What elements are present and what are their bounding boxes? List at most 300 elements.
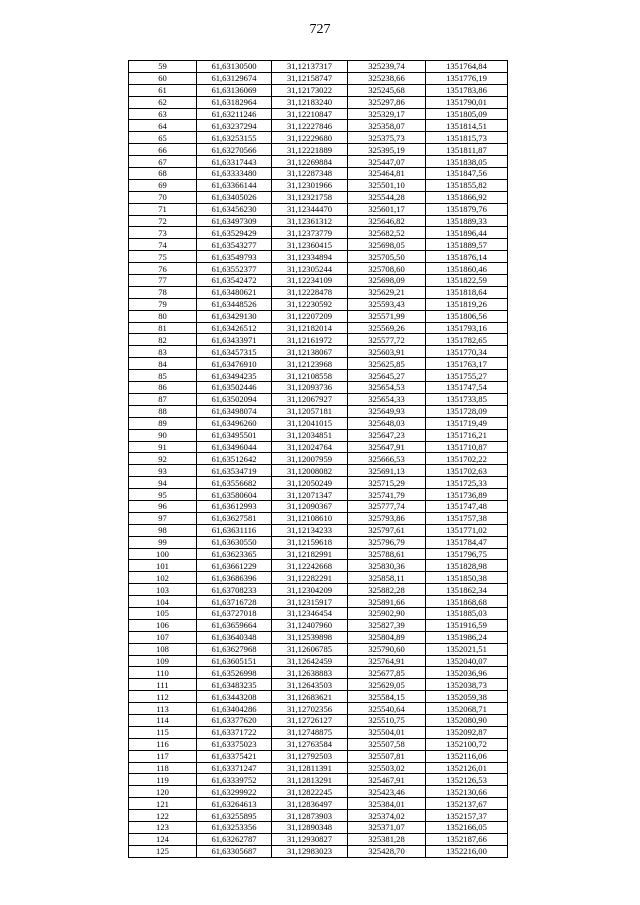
y-coordinate-cell: 1352092,87 — [426, 726, 508, 738]
y-coordinate-cell: 1351814,51 — [426, 120, 508, 132]
x-coordinate-cell: 325503,02 — [348, 762, 426, 774]
x-coordinate-cell: 325645,27 — [348, 370, 426, 382]
x-coordinate-cell: 325510,75 — [348, 714, 426, 726]
x-coordinate-cell: 325501,10 — [348, 179, 426, 191]
table-row — [129, 738, 508, 750]
y-coordinate-cell: 1351815,73 — [426, 132, 508, 144]
longitude-cell: 31,12182991 — [272, 548, 348, 560]
y-coordinate-cell: 1352080,90 — [426, 714, 508, 726]
y-coordinate-cell: 1351702,22 — [426, 453, 508, 465]
table-row — [129, 382, 508, 394]
table-row — [129, 61, 508, 73]
y-coordinate-cell: 1352126,53 — [426, 774, 508, 786]
longitude-cell: 31,12315917 — [272, 596, 348, 608]
point-number-cell: 60 — [129, 72, 197, 84]
latitude-cell: 61,63448526 — [197, 298, 272, 310]
table-row — [129, 322, 508, 334]
latitude-cell: 61,63255895 — [197, 810, 272, 822]
point-number-cell: 80 — [129, 310, 197, 322]
y-coordinate-cell: 1351850,38 — [426, 572, 508, 584]
point-number-cell: 69 — [129, 179, 197, 191]
latitude-cell: 61,63366144 — [197, 179, 272, 191]
y-coordinate-cell: 1351805,09 — [426, 108, 508, 120]
longitude-cell: 31,12836497 — [272, 798, 348, 810]
longitude-cell: 31,12108610 — [272, 512, 348, 524]
x-coordinate-cell: 325601,17 — [348, 203, 426, 215]
latitude-cell: 61,63483235 — [197, 679, 272, 691]
latitude-cell: 61,63480621 — [197, 286, 272, 298]
longitude-cell: 31,12138067 — [272, 346, 348, 358]
table-row — [129, 108, 508, 120]
x-coordinate-cell: 325395,19 — [348, 144, 426, 156]
table-row — [129, 370, 508, 382]
y-coordinate-cell: 1351776,19 — [426, 72, 508, 84]
longitude-cell: 31,12930827 — [272, 833, 348, 845]
x-coordinate-cell: 325858,11 — [348, 572, 426, 584]
latitude-cell: 61,63552377 — [197, 263, 272, 275]
latitude-cell: 61,63305687 — [197, 845, 272, 857]
x-coordinate-cell: 325467,91 — [348, 774, 426, 786]
point-number-cell: 112 — [129, 691, 197, 703]
longitude-cell: 31,12702356 — [272, 703, 348, 715]
table-row — [129, 560, 508, 572]
longitude-cell: 31,12159618 — [272, 536, 348, 548]
latitude-cell: 61,63549793 — [197, 251, 272, 263]
y-coordinate-cell: 1352157,37 — [426, 810, 508, 822]
longitude-cell: 31,12282291 — [272, 572, 348, 584]
y-coordinate-cell: 1352068,71 — [426, 703, 508, 715]
table-row — [129, 536, 508, 548]
y-coordinate-cell: 1352040,07 — [426, 655, 508, 667]
table-row — [129, 393, 508, 405]
longitude-cell: 31,12360415 — [272, 239, 348, 251]
table-row — [129, 548, 508, 560]
table-row — [129, 239, 508, 251]
x-coordinate-cell: 325584,15 — [348, 691, 426, 703]
y-coordinate-cell: 1351818,64 — [426, 286, 508, 298]
point-number-cell: 84 — [129, 358, 197, 370]
y-coordinate-cell: 1351916,59 — [426, 619, 508, 631]
y-coordinate-cell: 1351757,38 — [426, 512, 508, 524]
longitude-cell: 31,12983023 — [272, 845, 348, 857]
x-coordinate-cell: 325569,26 — [348, 322, 426, 334]
table-row — [129, 84, 508, 96]
y-coordinate-cell: 1351879,76 — [426, 203, 508, 215]
table-row — [129, 72, 508, 84]
x-coordinate-cell: 325698,05 — [348, 239, 426, 251]
y-coordinate-cell: 1351838,05 — [426, 156, 508, 168]
table-row — [129, 453, 508, 465]
latitude-cell: 61,63612993 — [197, 500, 272, 512]
x-coordinate-cell: 325603,91 — [348, 346, 426, 358]
latitude-cell: 61,63136069 — [197, 84, 272, 96]
longitude-cell: 31,12221889 — [272, 144, 348, 156]
x-coordinate-cell: 325544,28 — [348, 191, 426, 203]
latitude-cell: 61,63542472 — [197, 275, 272, 287]
y-coordinate-cell: 1352038,73 — [426, 679, 508, 691]
longitude-cell: 31,12606785 — [272, 643, 348, 655]
latitude-cell: 61,63299922 — [197, 786, 272, 798]
longitude-cell: 31,12158747 — [272, 72, 348, 84]
table-row — [129, 120, 508, 132]
longitude-cell: 31,12134233 — [272, 524, 348, 536]
x-coordinate-cell: 325891,66 — [348, 596, 426, 608]
x-coordinate-cell: 325764,91 — [348, 655, 426, 667]
latitude-cell: 61,63512642 — [197, 453, 272, 465]
table-row — [129, 334, 508, 346]
latitude-cell: 61,63727018 — [197, 607, 272, 619]
point-number-cell: 74 — [129, 239, 197, 251]
x-coordinate-cell: 325777,74 — [348, 500, 426, 512]
point-number-cell: 119 — [129, 774, 197, 786]
latitude-cell: 61,63426512 — [197, 322, 272, 334]
longitude-cell: 31,12071347 — [272, 489, 348, 501]
latitude-cell: 61,63627968 — [197, 643, 272, 655]
point-number-cell: 78 — [129, 286, 197, 298]
point-number-cell: 125 — [129, 845, 197, 857]
coordinates-table-body — [129, 61, 508, 858]
table-row — [129, 191, 508, 203]
x-coordinate-cell: 325381,28 — [348, 833, 426, 845]
point-number-cell: 90 — [129, 429, 197, 441]
latitude-cell: 61,63129674 — [197, 72, 272, 84]
point-number-cell: 86 — [129, 382, 197, 394]
latitude-cell: 61,63443208 — [197, 691, 272, 703]
y-coordinate-cell: 1351784,47 — [426, 536, 508, 548]
y-coordinate-cell: 1351862,34 — [426, 584, 508, 596]
latitude-cell: 61,63623365 — [197, 548, 272, 560]
table-row — [129, 310, 508, 322]
x-coordinate-cell: 325329,17 — [348, 108, 426, 120]
y-coordinate-cell: 1351847,56 — [426, 168, 508, 180]
point-number-cell: 61 — [129, 84, 197, 96]
latitude-cell: 61,63317443 — [197, 156, 272, 168]
table-row — [129, 286, 508, 298]
x-coordinate-cell: 325371,07 — [348, 822, 426, 834]
y-coordinate-cell: 1351811,87 — [426, 144, 508, 156]
y-coordinate-cell: 1351764,84 — [426, 61, 508, 73]
point-number-cell: 110 — [129, 667, 197, 679]
longitude-cell: 31,12093736 — [272, 382, 348, 394]
point-number-cell: 124 — [129, 833, 197, 845]
y-coordinate-cell: 1351725,33 — [426, 477, 508, 489]
longitude-cell: 31,12229680 — [272, 132, 348, 144]
table-row — [129, 215, 508, 227]
longitude-cell: 31,12811391 — [272, 762, 348, 774]
table-row — [129, 655, 508, 667]
x-coordinate-cell: 325646,82 — [348, 215, 426, 227]
y-coordinate-cell: 1351866,92 — [426, 191, 508, 203]
longitude-cell: 31,12183240 — [272, 96, 348, 108]
table-row — [129, 298, 508, 310]
y-coordinate-cell: 1352036,96 — [426, 667, 508, 679]
point-number-cell: 68 — [129, 168, 197, 180]
table-row — [129, 691, 508, 703]
y-coordinate-cell: 1351702,63 — [426, 465, 508, 477]
x-coordinate-cell: 325741,79 — [348, 489, 426, 501]
longitude-cell: 31,12287348 — [272, 168, 348, 180]
longitude-cell: 31,12726127 — [272, 714, 348, 726]
longitude-cell: 31,12234109 — [272, 275, 348, 287]
x-coordinate-cell: 325691,13 — [348, 465, 426, 477]
point-number-cell: 63 — [129, 108, 197, 120]
longitude-cell: 31,12269884 — [272, 156, 348, 168]
latitude-cell: 61,63371247 — [197, 762, 272, 774]
latitude-cell: 61,63182964 — [197, 96, 272, 108]
x-coordinate-cell: 325827,39 — [348, 619, 426, 631]
x-coordinate-cell: 325677,85 — [348, 667, 426, 679]
latitude-cell: 61,63659664 — [197, 619, 272, 631]
table-row — [129, 358, 508, 370]
table-row — [129, 251, 508, 263]
table-row — [129, 477, 508, 489]
latitude-cell: 61,63333480 — [197, 168, 272, 180]
point-number-cell: 64 — [129, 120, 197, 132]
y-coordinate-cell: 1351819,26 — [426, 298, 508, 310]
longitude-cell: 31,12242668 — [272, 560, 348, 572]
longitude-cell: 31,12539898 — [272, 631, 348, 643]
point-number-cell: 107 — [129, 631, 197, 643]
latitude-cell: 61,63494235 — [197, 370, 272, 382]
longitude-cell: 31,12137317 — [272, 61, 348, 73]
point-number-cell: 120 — [129, 786, 197, 798]
table-row — [129, 132, 508, 144]
table-row — [129, 465, 508, 477]
x-coordinate-cell: 325715,29 — [348, 477, 426, 489]
table-row — [129, 667, 508, 679]
table-row — [129, 572, 508, 584]
latitude-cell: 61,63375023 — [197, 738, 272, 750]
latitude-cell: 61,63498074 — [197, 405, 272, 417]
longitude-cell: 31,12334894 — [272, 251, 348, 263]
table-row — [129, 96, 508, 108]
y-coordinate-cell: 1352130,66 — [426, 786, 508, 798]
y-coordinate-cell: 1351889,33 — [426, 215, 508, 227]
table-row — [129, 845, 508, 857]
x-coordinate-cell: 325698,09 — [348, 275, 426, 287]
point-number-cell: 116 — [129, 738, 197, 750]
y-coordinate-cell: 1352059,38 — [426, 691, 508, 703]
x-coordinate-cell: 325830,36 — [348, 560, 426, 572]
point-number-cell: 118 — [129, 762, 197, 774]
longitude-cell: 31,12230592 — [272, 298, 348, 310]
point-number-cell: 103 — [129, 584, 197, 596]
table-row — [129, 489, 508, 501]
x-coordinate-cell: 325447,07 — [348, 156, 426, 168]
x-coordinate-cell: 325577,72 — [348, 334, 426, 346]
table-row — [129, 703, 508, 715]
longitude-cell: 31,12321758 — [272, 191, 348, 203]
point-number-cell: 71 — [129, 203, 197, 215]
x-coordinate-cell: 325793,86 — [348, 512, 426, 524]
x-coordinate-cell: 325647,91 — [348, 441, 426, 453]
point-number-cell: 81 — [129, 322, 197, 334]
point-number-cell: 65 — [129, 132, 197, 144]
y-coordinate-cell: 1351885,03 — [426, 607, 508, 619]
point-number-cell: 79 — [129, 298, 197, 310]
point-number-cell: 117 — [129, 750, 197, 762]
table-row — [129, 227, 508, 239]
point-number-cell: 72 — [129, 215, 197, 227]
x-coordinate-cell: 325428,70 — [348, 845, 426, 857]
y-coordinate-cell: 1351868,68 — [426, 596, 508, 608]
point-number-cell: 87 — [129, 393, 197, 405]
table-row — [129, 786, 508, 798]
longitude-cell: 31,12890348 — [272, 822, 348, 834]
latitude-cell: 61,63495501 — [197, 429, 272, 441]
latitude-cell: 61,63237294 — [197, 120, 272, 132]
latitude-cell: 61,63526998 — [197, 667, 272, 679]
x-coordinate-cell: 325804,89 — [348, 631, 426, 643]
longitude-cell: 31,12210847 — [272, 108, 348, 120]
point-number-cell: 109 — [129, 655, 197, 667]
table-row — [129, 774, 508, 786]
x-coordinate-cell: 325571,99 — [348, 310, 426, 322]
x-coordinate-cell: 325375,73 — [348, 132, 426, 144]
longitude-cell: 31,12304209 — [272, 584, 348, 596]
y-coordinate-cell: 1352116,06 — [426, 750, 508, 762]
latitude-cell: 61,63253155 — [197, 132, 272, 144]
y-coordinate-cell: 1352216,00 — [426, 845, 508, 857]
longitude-cell: 31,12050249 — [272, 477, 348, 489]
point-number-cell: 97 — [129, 512, 197, 524]
x-coordinate-cell: 325239,74 — [348, 61, 426, 73]
point-number-cell: 59 — [129, 61, 197, 73]
latitude-cell: 61,63211246 — [197, 108, 272, 120]
point-number-cell: 94 — [129, 477, 197, 489]
table-row — [129, 762, 508, 774]
longitude-cell: 31,12642459 — [272, 655, 348, 667]
point-number-cell: 104 — [129, 596, 197, 608]
latitude-cell: 61,63456230 — [197, 203, 272, 215]
latitude-cell: 61,63429130 — [197, 310, 272, 322]
longitude-cell: 31,12008082 — [272, 465, 348, 477]
point-number-cell: 121 — [129, 798, 197, 810]
point-number-cell: 105 — [129, 607, 197, 619]
longitude-cell: 31,12305244 — [272, 263, 348, 275]
x-coordinate-cell: 325790,60 — [348, 643, 426, 655]
table-row — [129, 405, 508, 417]
longitude-cell: 31,12041015 — [272, 417, 348, 429]
point-number-cell: 85 — [129, 370, 197, 382]
x-coordinate-cell: 325629,21 — [348, 286, 426, 298]
y-coordinate-cell: 1352100,72 — [426, 738, 508, 750]
longitude-cell: 31,12057181 — [272, 405, 348, 417]
longitude-cell: 31,12643503 — [272, 679, 348, 691]
latitude-cell: 61,63630550 — [197, 536, 272, 548]
longitude-cell: 31,12227846 — [272, 120, 348, 132]
point-number-cell: 114 — [129, 714, 197, 726]
latitude-cell: 61,63605151 — [197, 655, 272, 667]
latitude-cell: 61,63631116 — [197, 524, 272, 536]
longitude-cell: 31,12207209 — [272, 310, 348, 322]
table-row — [129, 607, 508, 619]
table-row — [129, 417, 508, 429]
table-row — [129, 810, 508, 822]
y-coordinate-cell: 1351986,24 — [426, 631, 508, 643]
x-coordinate-cell: 325788,61 — [348, 548, 426, 560]
latitude-cell: 61,63502446 — [197, 382, 272, 394]
x-coordinate-cell: 325504,01 — [348, 726, 426, 738]
point-number-cell: 67 — [129, 156, 197, 168]
y-coordinate-cell: 1351889,57 — [426, 239, 508, 251]
latitude-cell: 61,63371722 — [197, 726, 272, 738]
longitude-cell: 31,12182014 — [272, 322, 348, 334]
point-number-cell: 99 — [129, 536, 197, 548]
longitude-cell: 31,12301966 — [272, 179, 348, 191]
coordinates-table — [128, 60, 508, 858]
x-coordinate-cell: 325507,81 — [348, 750, 426, 762]
x-coordinate-cell: 325654,33 — [348, 393, 426, 405]
y-coordinate-cell: 1351763,17 — [426, 358, 508, 370]
longitude-cell: 31,12822245 — [272, 786, 348, 798]
x-coordinate-cell: 325797,61 — [348, 524, 426, 536]
y-coordinate-cell: 1351896,44 — [426, 227, 508, 239]
x-coordinate-cell: 325629,05 — [348, 679, 426, 691]
longitude-cell: 31,12344470 — [272, 203, 348, 215]
point-number-cell: 96 — [129, 500, 197, 512]
latitude-cell: 61,63262787 — [197, 833, 272, 845]
table-row — [129, 643, 508, 655]
latitude-cell: 61,63377620 — [197, 714, 272, 726]
y-coordinate-cell: 1351771,02 — [426, 524, 508, 536]
table-row — [129, 346, 508, 358]
x-coordinate-cell: 325654,53 — [348, 382, 426, 394]
y-coordinate-cell: 1352137,67 — [426, 798, 508, 810]
table-row — [129, 726, 508, 738]
y-coordinate-cell: 1351747,54 — [426, 382, 508, 394]
table-row — [129, 203, 508, 215]
point-number-cell: 83 — [129, 346, 197, 358]
latitude-cell: 61,63264613 — [197, 798, 272, 810]
x-coordinate-cell: 325245,68 — [348, 84, 426, 96]
latitude-cell: 61,63457315 — [197, 346, 272, 358]
x-coordinate-cell: 325625,85 — [348, 358, 426, 370]
point-number-cell: 73 — [129, 227, 197, 239]
table-row — [129, 619, 508, 631]
point-number-cell: 102 — [129, 572, 197, 584]
table-row — [129, 798, 508, 810]
point-number-cell: 93 — [129, 465, 197, 477]
y-coordinate-cell: 1351793,16 — [426, 322, 508, 334]
longitude-cell: 31,12748875 — [272, 726, 348, 738]
y-coordinate-cell: 1351755,27 — [426, 370, 508, 382]
point-number-cell: 92 — [129, 453, 197, 465]
y-coordinate-cell: 1351733,85 — [426, 393, 508, 405]
point-number-cell: 108 — [129, 643, 197, 655]
x-coordinate-cell: 325238,66 — [348, 72, 426, 84]
latitude-cell: 61,63686396 — [197, 572, 272, 584]
point-number-cell: 89 — [129, 417, 197, 429]
y-coordinate-cell: 1352187,66 — [426, 833, 508, 845]
table-row — [129, 144, 508, 156]
x-coordinate-cell: 325682,52 — [348, 227, 426, 239]
point-number-cell: 91 — [129, 441, 197, 453]
longitude-cell: 31,12683621 — [272, 691, 348, 703]
latitude-cell: 61,63534719 — [197, 465, 272, 477]
longitude-cell: 31,12813291 — [272, 774, 348, 786]
y-coordinate-cell: 1351790,01 — [426, 96, 508, 108]
x-coordinate-cell: 325666,53 — [348, 453, 426, 465]
longitude-cell: 31,12873903 — [272, 810, 348, 822]
x-coordinate-cell: 325464,81 — [348, 168, 426, 180]
point-number-cell: 77 — [129, 275, 197, 287]
x-coordinate-cell: 325708,60 — [348, 263, 426, 275]
table-row — [129, 750, 508, 762]
y-coordinate-cell: 1351876,14 — [426, 251, 508, 263]
latitude-cell: 61,63497309 — [197, 215, 272, 227]
point-number-cell: 113 — [129, 703, 197, 715]
